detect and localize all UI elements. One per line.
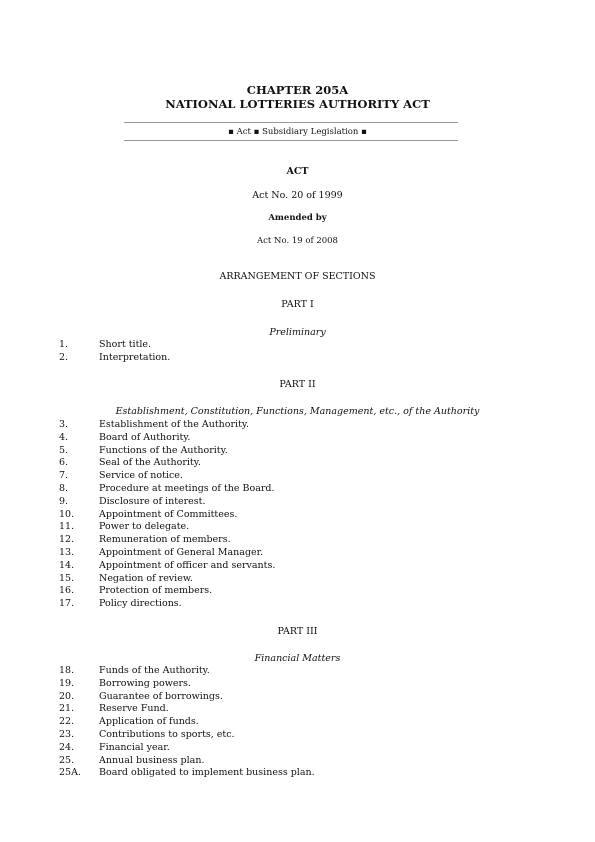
section-item — [59, 547, 275, 560]
section-title: Protection of members. — [99, 585, 213, 597]
section-title: Financial year. — [99, 741, 170, 753]
section-title: Appointment of officer and servants. — [99, 559, 276, 571]
section-item — [59, 509, 275, 522]
section-number: 6. — [59, 457, 69, 469]
section-item — [59, 432, 275, 445]
section-item — [59, 534, 275, 547]
section-number: 13. — [59, 546, 75, 558]
section-title: Establishment of the Authority. — [99, 419, 250, 430]
section-title: Policy directions. — [99, 598, 182, 610]
section-number: 21. — [59, 703, 75, 715]
section-item — [59, 691, 315, 704]
part-label: PART I — [281, 299, 314, 310]
section-title: Reserve Fund. — [99, 703, 169, 715]
part-label: PART II — [279, 379, 316, 390]
section-number: 19. — [59, 677, 75, 689]
section-number: 4. — [59, 431, 69, 443]
section-title: Remuneration of members. — [99, 534, 231, 546]
part-heading: Establishment, Constitution, Functions, Management, etc., of the Authority — [115, 406, 480, 417]
section-title: Procedure at meetings of the Board. — [99, 482, 275, 494]
section-item — [59, 496, 275, 509]
section-item — [59, 703, 315, 716]
section-number: 25A. — [59, 767, 81, 779]
section-title: Borrowing powers. — [99, 677, 191, 689]
part-heading: Financial Matters — [254, 653, 341, 664]
section-number: 7. — [59, 470, 69, 482]
section-item — [59, 767, 315, 780]
section-number: 17. — [59, 598, 75, 610]
section-title: Board obligated to implement business plan. — [99, 767, 315, 779]
section-item — [59, 742, 315, 755]
section-title: Short title. — [99, 339, 152, 350]
amended-label: Amended by — [268, 213, 327, 223]
section-number: 9. — [59, 495, 69, 507]
section-title: Seal of the Authority. — [99, 457, 201, 469]
bottom-divider — [124, 140, 458, 141]
section-list — [59, 665, 315, 780]
section-item — [59, 445, 275, 458]
act-label: ACT — [286, 166, 309, 177]
section-item — [59, 419, 275, 432]
section-number: 22. — [59, 716, 75, 728]
section-item — [59, 352, 170, 365]
section-number: 1. — [59, 339, 69, 350]
chapter-number: CHAPTER 205A — [246, 83, 349, 97]
section-item — [59, 755, 315, 768]
section-item — [59, 716, 315, 729]
section-item — [59, 521, 275, 534]
section-title: Negation of review. — [99, 572, 193, 584]
section-item — [59, 560, 275, 573]
section-item — [59, 339, 170, 352]
section-title: Application of funds. — [99, 716, 199, 728]
section-title: Board of Authority. — [99, 431, 191, 443]
top-divider — [124, 122, 458, 123]
section-number: 12. — [59, 534, 75, 546]
section-number: 2. — [59, 351, 69, 363]
section-item — [59, 470, 275, 483]
section-number: 8. — [59, 482, 69, 494]
amending-act: Act No. 19 of 2008 — [257, 236, 338, 246]
section-list — [59, 339, 170, 365]
arrangement-title: ARRANGEMENT OF SECTIONS — [219, 271, 376, 282]
section-number: 10. — [59, 508, 75, 520]
section-number: 23. — [59, 728, 75, 740]
act-number: Act No. 20 of 1999 — [252, 190, 343, 201]
part-heading: Preliminary — [269, 327, 326, 338]
section-item — [59, 483, 275, 496]
section-number: 16. — [59, 585, 75, 597]
section-number: 20. — [59, 690, 75, 702]
section-title: Funds of the Authority. — [99, 665, 210, 676]
section-item — [59, 457, 275, 470]
section-title: Disclosure of interest. — [99, 495, 206, 507]
section-item — [59, 598, 275, 611]
section-title: Contributions to sports, etc. — [99, 728, 235, 740]
part-label: PART III — [277, 626, 318, 637]
section-number: 15. — [59, 572, 75, 584]
section-item — [59, 585, 275, 598]
section-title: Guarantee of borrowings. — [99, 690, 223, 702]
document-nav[interactable]: ▪ Act ▪ Subsidiary Legislation ▪ — [228, 127, 367, 137]
section-title: Annual business plan. — [99, 754, 205, 766]
section-item — [59, 678, 315, 691]
section-item — [59, 573, 275, 586]
section-title: Power to delegate. — [99, 521, 190, 533]
section-item — [59, 665, 315, 678]
section-number: 25. — [59, 754, 75, 766]
section-item — [59, 729, 315, 742]
section-title: Service of notice. — [99, 470, 183, 482]
section-number: 3. — [59, 419, 69, 430]
section-number: 14. — [59, 559, 75, 571]
section-title: Appointment of General Manager. — [99, 546, 264, 558]
section-number: 5. — [59, 444, 69, 456]
section-number: 24. — [59, 741, 75, 753]
section-title: Interpretation. — [99, 351, 171, 363]
section-number: 11. — [59, 521, 75, 533]
section-number: 18. — [59, 665, 75, 676]
section-title: Appointment of Committees. — [99, 508, 238, 520]
section-title: Functions of the Authority. — [99, 444, 228, 456]
section-list — [59, 419, 275, 611]
act-title: NATIONAL LOTTERIES AUTHORITY ACT — [165, 97, 430, 111]
